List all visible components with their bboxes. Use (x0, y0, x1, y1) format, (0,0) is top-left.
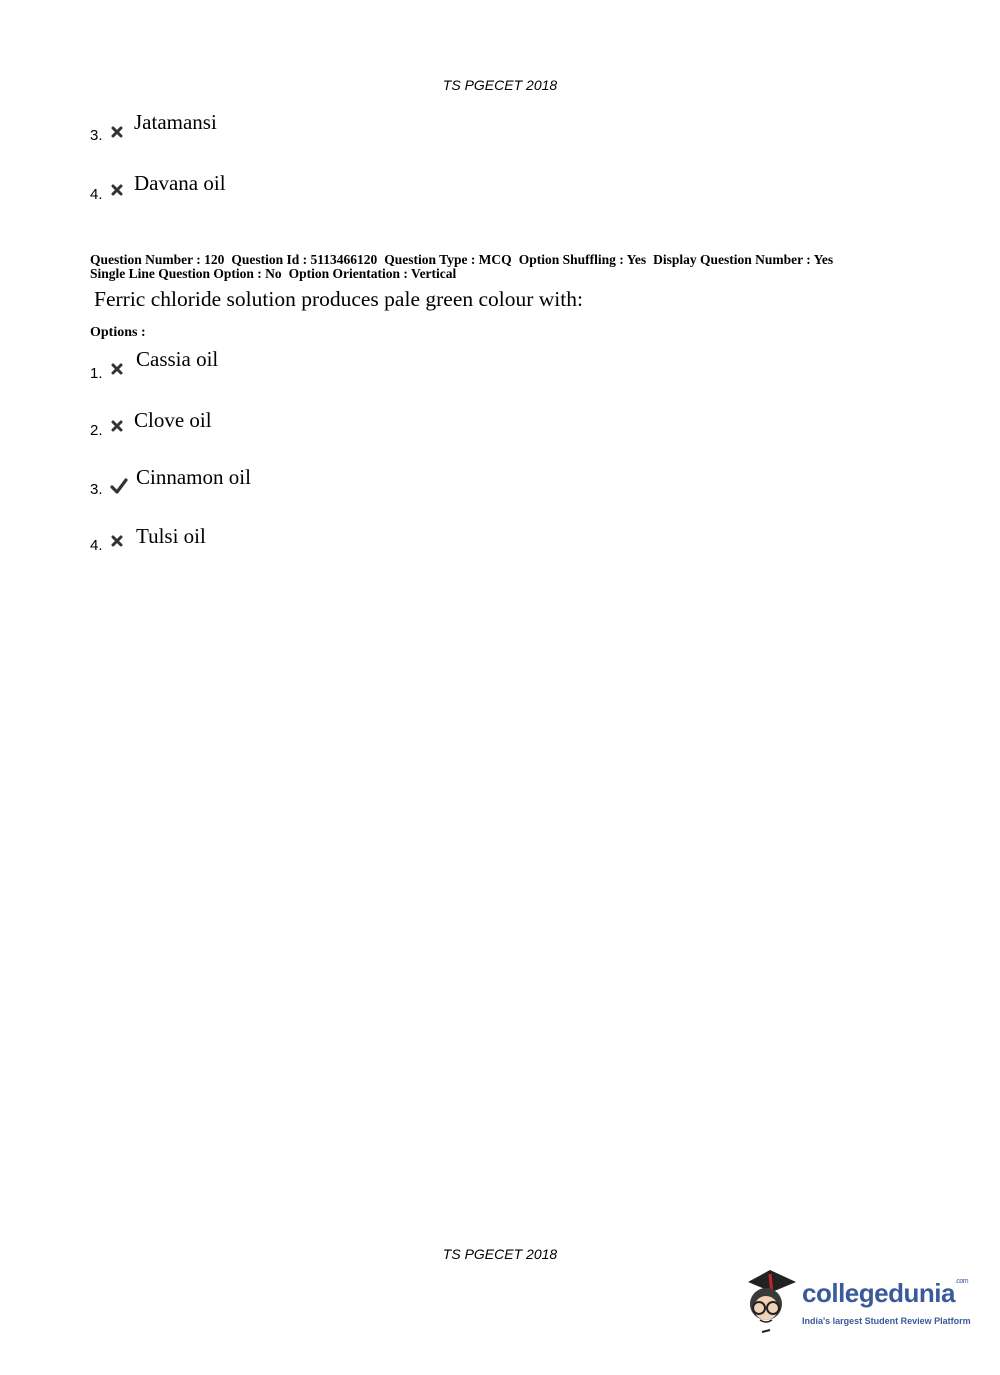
cross-icon (110, 362, 124, 376)
option-label: Jatamansi (134, 110, 217, 134)
cross-icon (110, 125, 124, 139)
option-number: 1. (90, 365, 103, 382)
options-label: Options : (90, 325, 146, 340)
option-number: 3. (90, 481, 103, 498)
mascot-icon (742, 1268, 798, 1338)
option-number: 4. (90, 186, 103, 203)
option-number: 3. (90, 127, 103, 144)
question-meta-line-1: Question Number : 120 Question Id : 5113466120 Question Type : MCQ Option Shuffling : Yes Display Question Number : Yes (90, 252, 834, 267)
option-number: 2. (90, 422, 103, 439)
question-text: Ferric chloride solution produces pale green colour with: (94, 287, 583, 311)
logo-tagline: India's largest Student Review Platform (802, 1316, 971, 1326)
collegedunia-logo (742, 1268, 972, 1338)
cross-icon (110, 534, 124, 548)
option-number: 4. (90, 537, 103, 554)
logo-brand: collegedunia$^{.com}$ (802, 1278, 969, 1308)
question-meta (90, 253, 910, 281)
option-label: Cinnamon oil (136, 465, 251, 489)
cross-icon (110, 419, 124, 433)
option-label: Cassia oil (136, 347, 219, 371)
option-label: Clove oil (134, 408, 212, 432)
cross-icon (110, 183, 124, 197)
page-footer: TS PGECET 2018 (442, 1246, 558, 1262)
check-icon (110, 478, 128, 494)
option-label: Tulsi oil (136, 524, 206, 548)
page-header: TS PGECET 2018 (442, 77, 558, 93)
question-meta-line-2: Single Line Question Option : No Option Orientation : Vertical (90, 266, 457, 281)
option-label: Davana oil (134, 171, 226, 195)
